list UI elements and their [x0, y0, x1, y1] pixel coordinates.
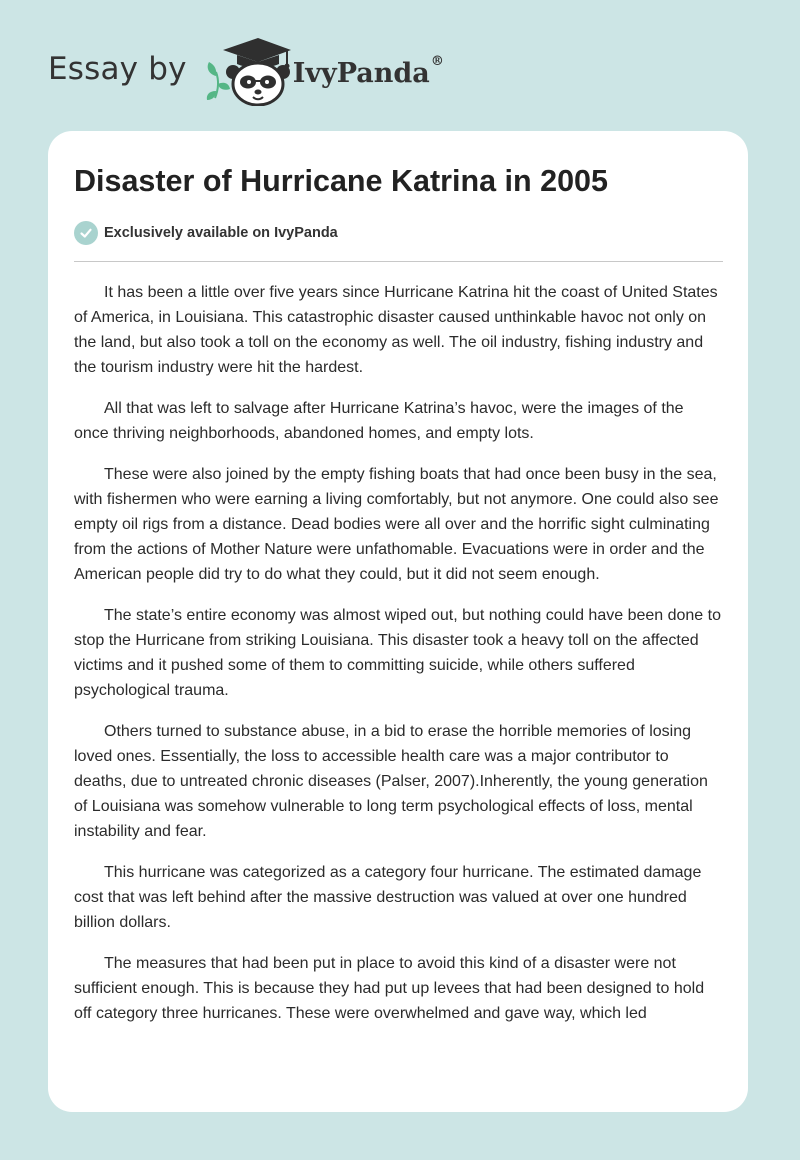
brand-name-text: IvyPanda	[292, 57, 430, 89]
brand-name	[292, 53, 444, 89]
essay-card	[48, 131, 748, 1112]
availability-badge	[74, 221, 338, 245]
paragraph: The measures that had been put in place to avoid this kind of a disaster were not sufficient enough. This is because they had put up levees that had been designed to hold off category three hurricanes. These were overwhelmed and gave way, which led	[74, 955, 705, 1022]
ivypanda-logo-icon	[203, 36, 293, 106]
brand-header	[48, 36, 444, 106]
paragraph: These were also joined by the empty fishing boats that had once been busy in the sea, with fishermen who were earning a living comfortably, but not anymore. One could also see empty oil rigs from a distance. Dead bodies were all over and the horrific sight culminating from the actions of Mother Nature were unfathomable. Evacuations were in order and the American people did try to do what they could, but it did not seem enough.	[74, 466, 719, 583]
divider	[74, 261, 723, 262]
registered-mark: ®	[430, 53, 444, 69]
check-icon	[74, 221, 98, 245]
paragraph: The state’s entire economy was almost wiped out, but nothing could have been done to stop the Hurricane from striking Louisiana. This disaster took a heavy toll on the affected victims and it pushed some of them to committing suicide, while others suffered psychological trauma.	[74, 607, 721, 699]
essay-body	[74, 280, 722, 1042]
availability-text: Exclusively available on IvyPanda	[104, 225, 338, 241]
brand-prefix: Essay by	[48, 51, 187, 87]
paragraph: Others turned to substance abuse, in a bid to erase the horrible memories of losing loved ones. Essentially, the loss to accessible health care was a major contributor to deaths, due to untreated chronic diseases (Palser, 2007).Inherently, the young generation of Louisiana was somehow vulnerable to long term psychological effects of loss, mental instability and fear.	[74, 723, 708, 840]
paragraph: This hurricane was categorized as a category four hurricane. The estimated damage cost that was left behind after the massive destruction was valued at over one hundred billion dollars.	[74, 864, 702, 931]
page-title: Disaster of Hurricane Katrina in 2005	[74, 164, 608, 198]
paragraph: All that was left to salvage after Hurricane Katrina’s havoc, were the images of the once thriving neighborhoods, abandoned homes, and empty lots.	[74, 400, 684, 442]
paragraph: It has been a little over five years since Hurricane Katrina hit the coast of United States of America, in Louisiana. This catastrophic disaster caused unthinkable havoc not only on the land, but also took a toll on the economy as well. The oil industry, fishing industry and the tourism industry were hit the hardest.	[74, 284, 718, 376]
